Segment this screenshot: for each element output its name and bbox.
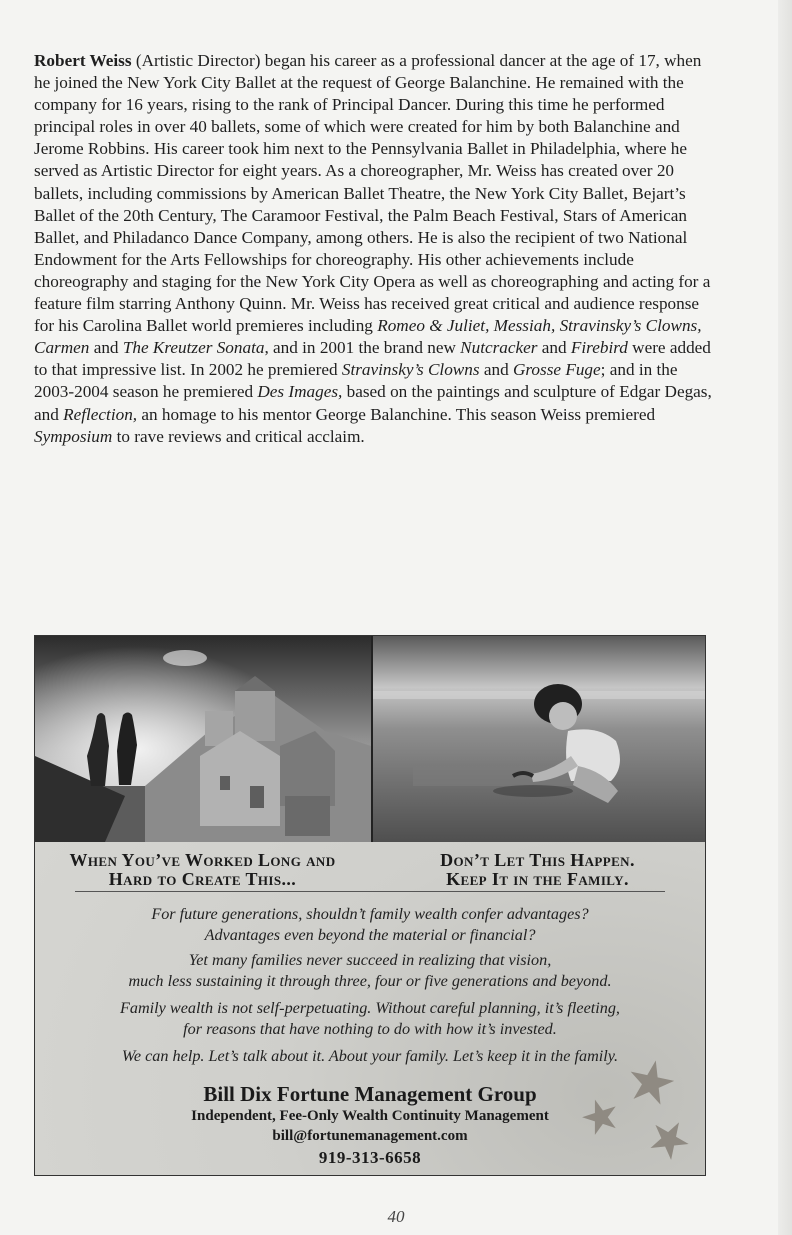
starfish-icon: ★ — [636, 1103, 703, 1175]
work-title: Romeo & Juliet, — [377, 316, 490, 336]
bio-section — [34, 50, 714, 448]
bio-text: , and in 2001 the brand new — [264, 338, 461, 358]
ad-copy-line: Yet many families never succeed in realizing that vision, — [188, 951, 552, 969]
ad-copy-line: much less sustaining it through three, four or five generations and beyond. — [128, 972, 612, 990]
ad-copy-line: We can help. Let’s talk about it. About your family. Let’s keep it in the family. — [121, 1047, 619, 1065]
bio-text: and — [537, 338, 571, 358]
sandcastle-photo — [35, 636, 373, 842]
divider — [75, 891, 665, 892]
headline-left — [35, 851, 370, 889]
firm-tagline: Independent, Fee-Only Wealth Continuity Management — [191, 1108, 549, 1124]
bio-paragraph — [34, 50, 714, 448]
bio-text: (Artistic Director) began his career as a professional dancer at the age of 17, when he joined the New York City Ballet at the request of George Balanchine. He remained with the company for 16 years, rising to the rank of Principal Dancer. During this time he performed principal roles in over 40 ballets, some of which were created for him by both Balanchine and Jerome Robbins. His career took him next to the Pennsylvania Ballet in Philadelphia, where he served as Artistic Director for eight years. As a choreographer, Mr. Weiss has created over 20 ballets, including commissions by American Ballet Theatre, the New York City Ballet, Bejart’s Ballet of the 20th Century, The Caramoor Festival, the Palm Beach Festival, Stars of American Ballet, and Philadanco Dance Company, among others. He is also the recipient of two National Endowment for the Arts Fellowships for choreography. His other achievements include choreography and staging for the New York City Opera as well as choreographing and acting for a feature film starring Anthony Quinn. Mr. Weiss has received great critical and audience response for his Carolina Ballet world premieres including — [34, 51, 711, 336]
work-title: Firebird — [570, 338, 628, 358]
headline-left-line: When You’ve Worked Long and — [69, 850, 336, 870]
ad-copy-paragraph — [55, 998, 685, 1040]
bio-text: were added to that impressive list. In 2002 he premiered — [34, 338, 711, 380]
ad-copy-line: Advantages even beyond the material or financial? — [204, 926, 536, 944]
bio-text: to rave reviews and critical acclaim. — [112, 426, 365, 446]
bio-text: based on the paintings and sculpture of Edgar Degas, and — [34, 382, 712, 424]
email-link[interactable]: bill@fortunemanagement.com — [272, 1128, 468, 1144]
work-title: Reflection, — [63, 404, 138, 424]
page-edge — [778, 0, 792, 1235]
headline-left-line: Hard to Create This... — [108, 869, 297, 889]
headline-right-line: Don’t Let This Happen. — [440, 850, 635, 870]
work-title: The Kreutzer Sonata — [122, 338, 265, 358]
advertisement — [34, 635, 706, 1176]
headline-right — [370, 851, 705, 889]
ad-copy-paragraph — [55, 950, 685, 992]
bio-text: and — [89, 338, 123, 358]
ad-copy-paragraph — [55, 904, 685, 946]
work-title: Stravinsky’s Clowns, — [559, 316, 702, 336]
bio-text: an homage to his mentor George Balanchine. This season Weiss premiered — [137, 404, 656, 424]
work-title: Des Images, — [257, 382, 343, 402]
bio-name: Robert Weiss — [34, 51, 132, 70]
headline-right-line: Keep It in the Family. — [446, 869, 629, 889]
work-title: Messiah, — [493, 316, 556, 336]
work-title: Nutcracker — [460, 338, 538, 358]
starfish-icon: ★ — [572, 1085, 628, 1148]
work-title: Symposium — [34, 426, 113, 446]
bio-text: ; and in the 2003-2004 season he premiered — [34, 360, 678, 402]
page-number: 40 — [387, 1207, 405, 1226]
ad-copy-line: For future generations, shouldn’t family wealth confer advantages? — [151, 905, 589, 923]
starfish-icon: ★ — [618, 1045, 684, 1120]
ad-copy-paragraph — [55, 1046, 685, 1067]
ad-copy-line: Family wealth is not self-perpetuating. Without careful planning, it’s fleeting, — [120, 999, 620, 1017]
work-title: Grosse Fuge — [512, 360, 601, 380]
work-title: Stravinsky’s Clowns — [341, 360, 480, 380]
work-title: Carmen — [34, 338, 90, 358]
firm-name: Bill Dix Fortune Management Group — [203, 1082, 537, 1106]
phone-number: 919-313-6658 — [318, 1148, 422, 1167]
child-on-beach-photo — [373, 636, 705, 842]
ad-copy-line: for reasons that have nothing to do with how it’s invested. — [183, 1020, 557, 1038]
bio-text: and — [479, 360, 513, 380]
